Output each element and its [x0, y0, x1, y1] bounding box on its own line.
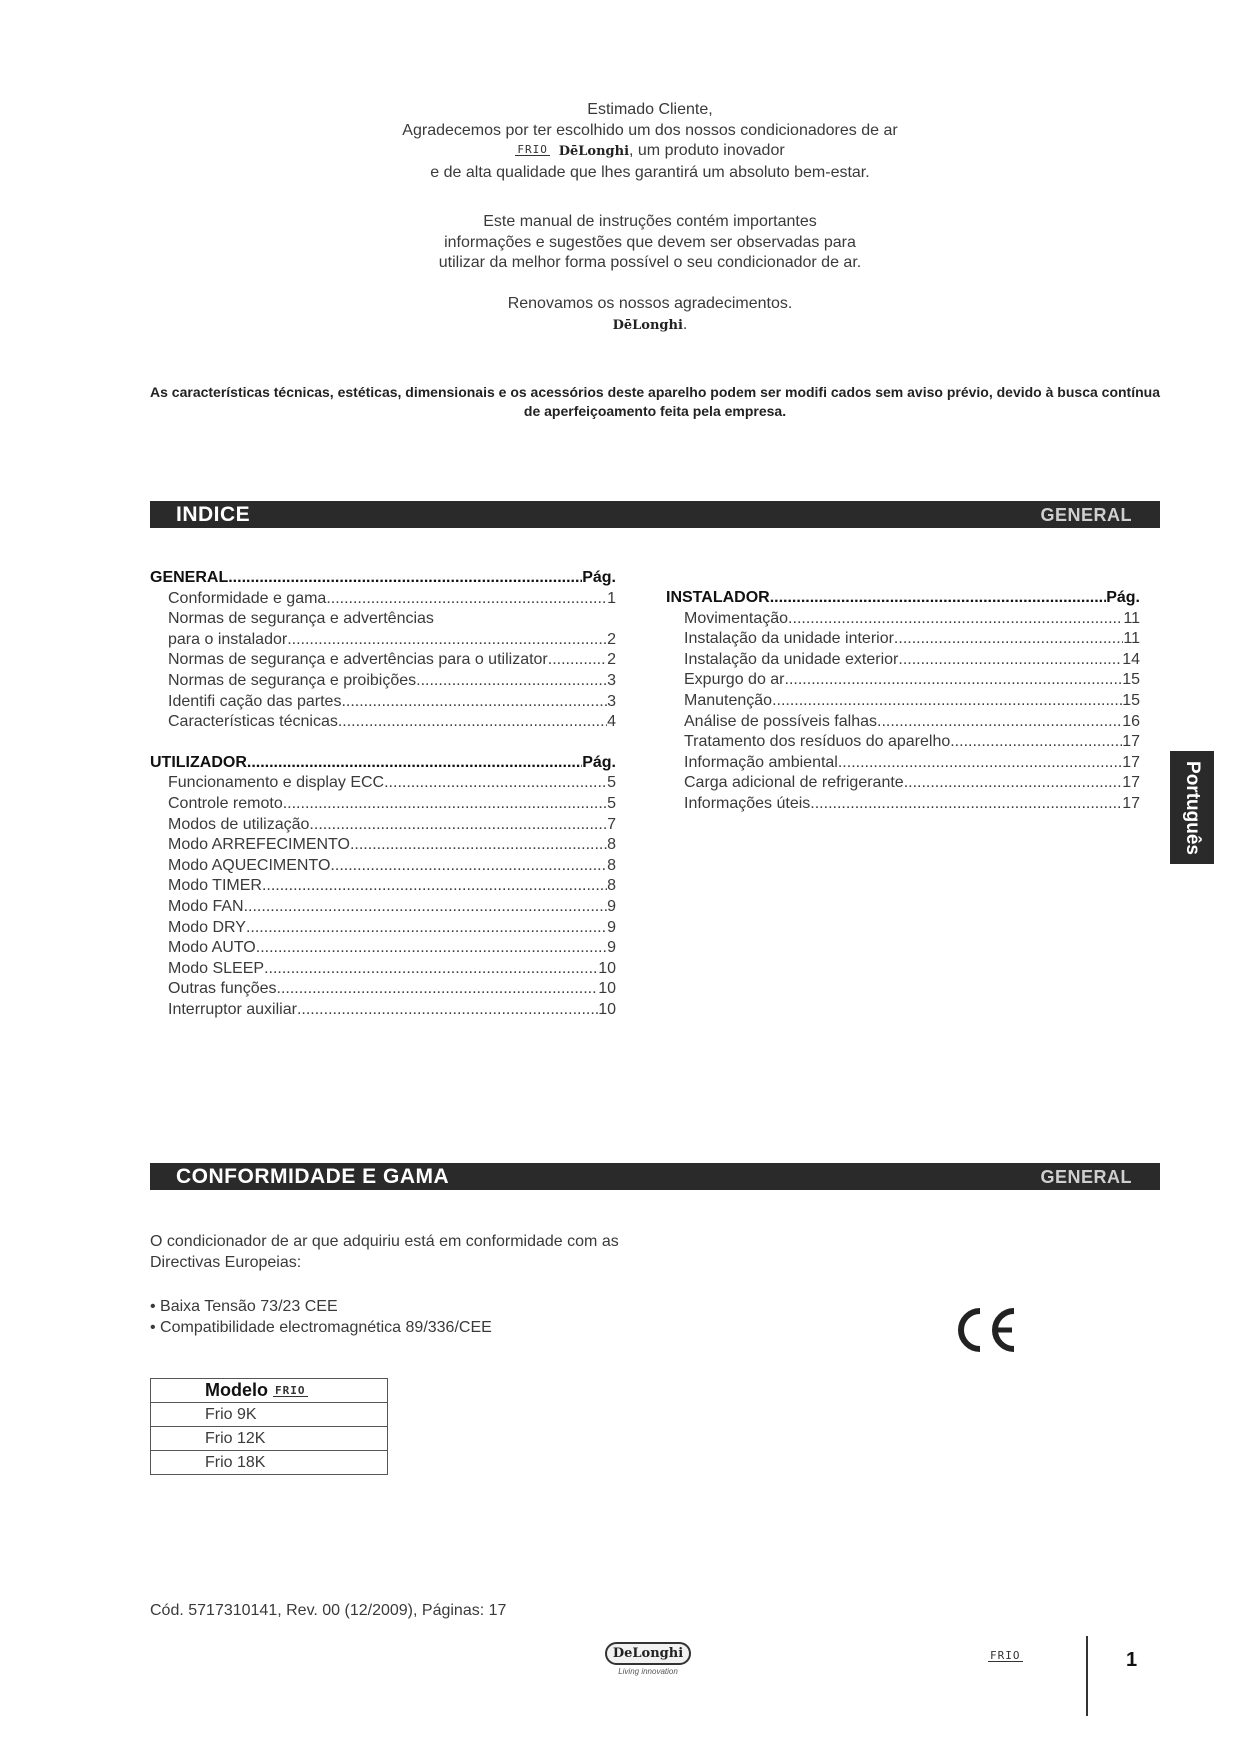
toc-entry [666, 650, 1140, 671]
conformity-title: CONFORMIDADE E GAMA [176, 1165, 450, 1188]
model-cell: Frio 12K [151, 1427, 388, 1451]
toc-heading-text: INSTALADOR [666, 589, 770, 606]
frio-logo: FRIO [275, 1383, 306, 1397]
conformity-section-label: GENERAL [1040, 1167, 1132, 1187]
intro-paragraph-3 [300, 294, 1000, 336]
toc-entry [666, 773, 1140, 794]
toc-heading-utilizador [150, 753, 616, 774]
toc-entry-page: 16 [1122, 712, 1140, 730]
delonghi-logo: DēLonghi [612, 317, 683, 333]
toc-entry [150, 671, 616, 692]
models-table [150, 1378, 388, 1475]
toc-entry-title: Informações úteis [684, 794, 811, 812]
models-table-header-row [151, 1379, 388, 1403]
toc-entry-title: para o instalador [168, 630, 288, 648]
toc-entry-page: 14 [1122, 650, 1140, 668]
index-section-bar [150, 501, 1160, 528]
toc-heading-pag: Pág. [582, 753, 616, 771]
table-row [151, 1451, 388, 1475]
toc-entry-page: 4 [607, 713, 616, 731]
conformity-line: Directivas Europeias: [150, 1254, 302, 1271]
toc-left-column [150, 568, 616, 1020]
toc-entry [150, 1000, 616, 1021]
toc-entry-title: Interruptor auxiliar [168, 1000, 297, 1018]
model-cell: Frio 18K [151, 1451, 388, 1475]
conformity-section-bar [150, 1163, 1160, 1190]
intro-text: , um produto inovador [629, 142, 785, 159]
directives-list [150, 1296, 750, 1338]
toc-right-column [666, 588, 1140, 815]
toc-entry-page: 17 [1122, 753, 1140, 771]
language-tab-label: Português [1182, 760, 1203, 855]
toc-entry [666, 691, 1140, 712]
toc-entry-page: 9 [607, 918, 616, 936]
toc-entry-title: Normas de segurança e proibições [168, 671, 417, 689]
language-tab [1170, 751, 1214, 864]
toc-entry-title: Características técnicas [168, 713, 338, 731]
delonghi-logo: DeLonghi [605, 1642, 691, 1665]
toc-entry-title: Expurgo do ar [684, 671, 785, 689]
intro-line: Agradecemos por ter escolhido um dos nossos condicionadores de ar [402, 121, 898, 139]
toc-entry [150, 938, 616, 959]
toc-entry [150, 835, 616, 856]
toc-entry [150, 856, 616, 877]
intro-line: Renovamos os nossos agradecimentos. [507, 295, 793, 312]
conformity-line: O condicionador de ar que adquiriu está em conformidade com as [150, 1233, 619, 1250]
toc-entry-title: Modo AQUECIMENTO [168, 856, 331, 874]
conformity-text [150, 1231, 750, 1273]
document-code: Cód. 5717310141, Rev. 00 (12/2009), Páginas: 17 [150, 1602, 507, 1619]
toc-entry-page: 10 [598, 1000, 616, 1018]
toc-entry [150, 918, 616, 939]
toc-entry-page: 3 [607, 671, 616, 689]
toc-heading-pag: Pág. [582, 569, 616, 586]
toc-heading-general [150, 568, 616, 589]
delonghi-logo: DēLonghi [558, 144, 630, 159]
toc-entry-page: 8 [607, 877, 616, 895]
toc-entry-page: 1 [607, 589, 616, 607]
toc-entry [150, 876, 616, 897]
intro-line: Estimado Cliente, [587, 101, 713, 118]
index-title: INDICE [176, 503, 251, 526]
toc-entry-title: Normas de segurança e advertências [168, 610, 434, 628]
toc-entry [150, 794, 616, 815]
toc-entry-page: 2 [607, 651, 616, 669]
toc-entry-page: 5 [607, 794, 616, 812]
toc-entry-page: 10 [598, 980, 616, 998]
toc-entry [666, 794, 1140, 815]
toc-entry-title: Modo FAN [168, 897, 244, 915]
toc-entry-title: Informação ambiental [684, 753, 838, 771]
frio-logo: FRIO [990, 1649, 1021, 1663]
toc-heading-text: UTILIZADOR [150, 753, 247, 771]
directive-item: • Baixa Tensão 73/23 CEE [150, 1298, 338, 1315]
toc-entry-page: 3 [607, 692, 616, 710]
intro-paragraph-2 [300, 212, 1000, 274]
models-header-text: Modelo [205, 1380, 268, 1400]
model-cell: Frio 9K [151, 1403, 388, 1427]
toc-entry-title: Carga adicional de refrigerante [684, 774, 904, 792]
toc-entry-title: Instalação da unidade exterior [684, 650, 899, 668]
table-row [151, 1403, 388, 1427]
intro-line [300, 141, 1000, 163]
toc-heading-instalador [666, 588, 1140, 609]
toc-entry-page: 17 [1122, 774, 1140, 792]
toc-entry [150, 979, 616, 1000]
toc-entry [666, 670, 1140, 691]
intro-greeting [300, 100, 1000, 183]
toc-entry-page: 8 [607, 856, 616, 874]
ce-mark-icon [950, 1305, 1018, 1355]
intro-line: Este manual de instruções contém importantes [483, 213, 817, 230]
toc-entry-title: Modo DRY [168, 918, 246, 936]
toc-entry-title: Modo ARREFECIMENTO [168, 836, 350, 854]
intro-signature [300, 315, 1000, 337]
toc-heading-pag: Pág. [1106, 589, 1140, 606]
footer-frio [988, 1648, 1023, 1666]
frio-logo: FRIO [517, 143, 548, 157]
toc-entry-page: 17 [1122, 794, 1140, 812]
toc-entry-page: 7 [607, 815, 616, 833]
toc-entry [150, 712, 616, 733]
intro-line: informações e sugestões que devem ser observadas para [444, 233, 856, 251]
toc-entry [150, 897, 616, 918]
toc-entry [666, 629, 1140, 650]
toc-entry [150, 630, 616, 651]
toc-entry [150, 959, 616, 980]
footer-divider [1086, 1636, 1088, 1716]
toc-entry-title: Análise de possíveis falhas [684, 712, 877, 730]
toc-entry-page: 11 [1123, 630, 1140, 648]
toc-entry [150, 650, 616, 671]
toc-entry-title: Funcionamento e display ECC [168, 774, 385, 792]
signature-dot: . [682, 315, 688, 333]
toc-entry-page: 8 [607, 836, 616, 854]
toc-entry-page: 15 [1122, 671, 1140, 689]
table-row [151, 1427, 388, 1451]
footer-brand [603, 1642, 693, 1676]
toc-entry-title: Controle remoto [168, 794, 283, 812]
intro-line: e de alta qualidade que lhes garantirá um absoluto bem-estar. [430, 163, 870, 181]
intro-line: utilizar da melhor forma possível o seu condicionador de ar. [438, 254, 862, 271]
toc-entry-title: Normas de segurança e advertências para o utilizator [168, 651, 548, 669]
toc-entry-page: 10 [598, 959, 616, 977]
models-table-header [151, 1379, 388, 1403]
toc-entry-page: 5 [607, 774, 616, 792]
toc-entry [666, 753, 1140, 774]
toc-entry-title: Manutenção [684, 691, 773, 709]
toc-entry-page: 11 [1123, 609, 1140, 627]
toc-entry-title: Instalação da unidade interior [684, 630, 894, 648]
toc-entry [150, 692, 616, 713]
toc-entry-title: Movimentação [684, 609, 789, 627]
toc-entry [666, 609, 1140, 630]
directive-item: • Compatibilidade electromagnética 89/336/CEE [150, 1319, 492, 1336]
toc-entry-page: 15 [1122, 691, 1140, 709]
toc-entry-title: Identifi cação das partes [168, 692, 342, 710]
toc-entry-page: 9 [607, 897, 616, 915]
toc-entry [666, 732, 1140, 753]
toc-entry [666, 712, 1140, 733]
toc-entry-title: Modo AUTO [168, 939, 256, 957]
toc-entry [150, 815, 616, 836]
toc-entry [150, 609, 616, 630]
toc-entry-title: Tratamento dos resíduos do aparelho [684, 733, 951, 751]
index-section-label: GENERAL [1040, 505, 1132, 525]
brand-tagline: Living innovation [618, 1667, 678, 1676]
toc-entry-page: 9 [607, 939, 616, 957]
toc-entry-page: 2 [607, 630, 616, 648]
toc-entry [150, 589, 616, 610]
toc-entry-title: Modo TIMER [168, 877, 262, 895]
toc-entry-title: Modo SLEEP [168, 959, 265, 977]
toc-entry-title: Conformidade e gama [168, 589, 327, 607]
page-number: 1 [1126, 1649, 1138, 1671]
toc-entry-title: Modos de utilização [168, 815, 310, 833]
toc-entry-page: 17 [1122, 733, 1140, 751]
technical-notice: As características técnicas, estéticas, dimensionais e os acessórios deste aparelho podem ser modifi cados sem aviso prévio, devido à busca contínua de aperfeiçoamento feita pela empresa. [150, 384, 1160, 419]
toc-entry [150, 773, 616, 794]
toc-entry-title: Outras funções [168, 980, 277, 998]
toc-heading-text: GENERAL [150, 569, 229, 586]
